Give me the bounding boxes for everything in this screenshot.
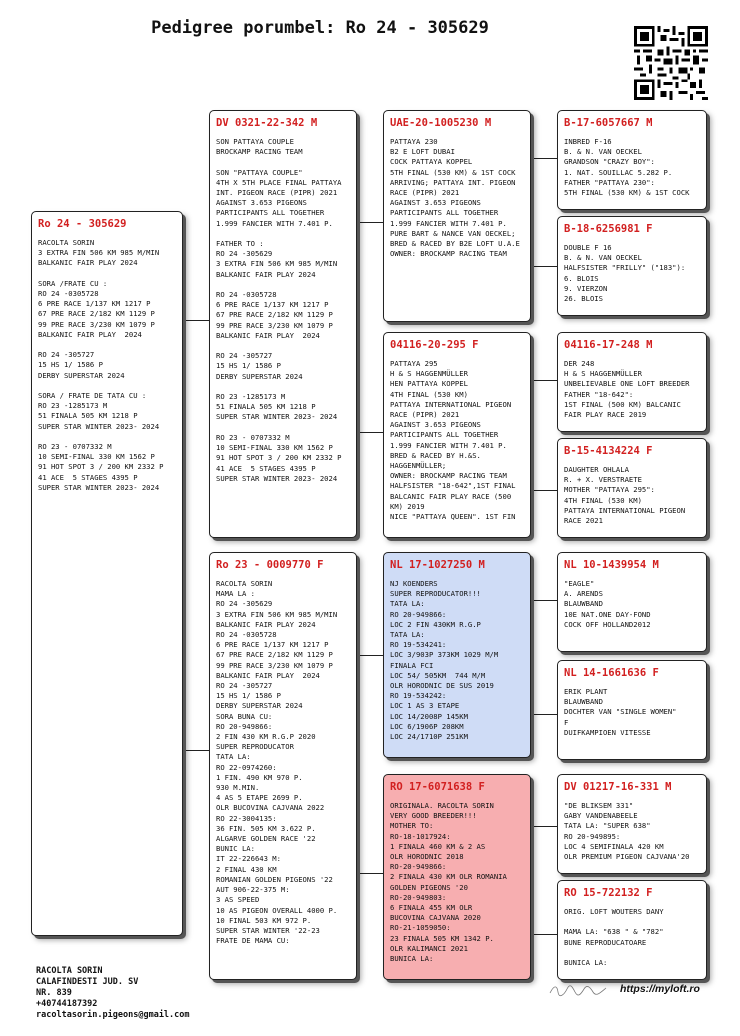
ring-number: RO 15-722132 F bbox=[564, 887, 653, 899]
ring-number: Ro 24 - 305629 bbox=[38, 218, 127, 230]
owner-contact bbox=[36, 966, 190, 1021]
connector-line bbox=[531, 600, 532, 714]
connector-line bbox=[183, 320, 184, 750]
ring-number: DV 01217-16-331 M bbox=[564, 781, 672, 793]
pedigree-notes: ERIK PLANT BLAUWBAND DOCHTER VAN "SINGLE WOMEN" F DUIFKAMPIOEN VITESSE bbox=[564, 687, 677, 737]
pigeon-card-dam-dam-sire[interactable] bbox=[557, 774, 707, 874]
pigeon-card-sire-dam[interactable] bbox=[383, 332, 531, 538]
pedigree-notes: DAUGHTER OHLALA R. + X. VERSTRAETE MOTHER "PATTAYA 295": 4TH FINAL (530 KM) PATTAYA INTERNATIONAL PIGEON RACE 2021 bbox=[564, 465, 686, 526]
pigeon-card-sire-sire-sire[interactable] bbox=[557, 110, 707, 210]
pedigree-notes: ORIG. LOFT WOUTERS DANY MAMA LA: "638 " & "782" BUNE REPRODUCATOARE BUNICA LA: bbox=[564, 907, 664, 968]
ring-number: DV 0321-22-342 M bbox=[216, 117, 318, 129]
pedigree-notes: DOUBLE F 16 B. & N. VAN OECKEL HALFSISTER "FRILLY" ("183"): 6. BLOIS 9. VIERZON 26. BLOIS bbox=[564, 243, 686, 304]
connector-line bbox=[183, 750, 209, 751]
pigeon-card-dam-dam[interactable] bbox=[383, 774, 531, 980]
pedigree-notes: ORIGINALA. RACOLTA SORIN VERY GOOD BREEDER!!! MOTHER TO: RO-18-1017924: 1 FINALA 460 KM & 2 AS OLR HORODNIC 2018 RO-20-949866: 2 FINALA 430 KM OLR ROMANIA GOLDEN PIGEONS '20 RO-20-949803: 6 FINALA 455 KM OLR BUCOVINA CAJVANA 2020 RO-21-1059050: 23 FINALA 505 KM 1342 P. OLR KALIMANCI 2021 BUNICA LA: bbox=[390, 801, 507, 964]
ring-number: B-15-4134224 F bbox=[564, 445, 653, 457]
pedigree-notes: SON PATTAYA COUPLE BROCKAMP RACING TEAM SON "PATTAYA COUPLE" 4TH X 5TH PLACE FINAL PATTAYA INT. PIGEON RACE (PIPR) 2021 AGAINST 3.653 PIGEONS PARTICIPANTS ALL TOGETHER 1.999 FANCIER WITH 7.401 P. FATHER TO : RO 24 -305629 3 EXTRA FIN 506 KM 985 M/MIN BALKANIC FAIR PLAY 2024 RO 24 -0305728 6 PRE RACE 1/137 KM 1217 P 67 PRE RACE 2/182 KM 1129 P 99 PRE RACE 3/230 KM 1079 P BALKANIC FAIR PLAY 2024 RO 24 -305727 15 HS 1/ 1586 P DERBY SUPERSTAR 2024 RO 23 -1285173 M 51 FINALA 505 KM 1218 P SUPER STAR WINTER 2023- 2024 RO 23 - 0707332 M 10 SEMI-FINAL 330 KM 1562 P 91 HOT SPOT 3 / 200 KM 2332 P 41 ACE 5 STAGES 4395 P SUPER STAR WINTER 2023- 2024 bbox=[216, 137, 342, 483]
owner-email[interactable]: racoltasorin.pigeons@gmail.com bbox=[36, 1010, 190, 1020]
signature-icon bbox=[548, 983, 608, 997]
ring-number: B-17-6057667 M bbox=[564, 117, 653, 129]
pedigree-notes: "EAGLE" A. ARENDS BLAUWBAND 10E NAT.ONE DAY-FOND COCK OFF HOLLAND2012 bbox=[564, 579, 651, 629]
connector-line bbox=[357, 222, 383, 223]
pedigree-notes: INBRED F-16 B. & N. VAN OECKEL GRANDSON "CRAZY BOY": 1. NAT. SOUILLAC 5.282 P. FATHER "PATTAYA 230": 5TH FINAL (530 KM) & 1ST COCK bbox=[564, 137, 690, 198]
owner-name: RACOLTA SORIN bbox=[36, 966, 103, 976]
connector-line bbox=[531, 380, 532, 490]
ring-number: NL 14-1661636 F bbox=[564, 667, 659, 679]
ring-number: 04116-17-248 M bbox=[564, 339, 653, 351]
pigeon-card-sire-dam-sire[interactable] bbox=[557, 332, 707, 432]
pigeon-card-dam[interactable] bbox=[209, 552, 357, 980]
connector-line bbox=[531, 826, 532, 934]
qr-code-icon bbox=[634, 26, 708, 100]
owner-number: NR. 839 bbox=[36, 988, 72, 998]
connector-line bbox=[531, 266, 557, 267]
connector-line bbox=[531, 934, 557, 935]
ring-number: Ro 23 - 0009770 F bbox=[216, 559, 324, 571]
pedigree-notes: PATTAYA 230 B2 E LOFT DUBAI COCK PATTAYA KOPPEL 5TH FINAL (530 KM) & 1ST COCK ARRIVING; PATTAYA INT. PIGEON RACE (PIPR) 2021 AGAINST 3.653 PIGEONS PARTICIPANTS ALL TOGETHER 1.999 FANCIER WITH 7.401 P. PURE BART & NANCE VAN OECKEL; BRED & RACED BY B2E LOFT U.A.E OWNER: BROCKAMP RACING TEAM bbox=[390, 137, 520, 259]
pigeon-card-sire-dam-dam[interactable] bbox=[557, 438, 707, 538]
connector-line bbox=[183, 320, 209, 321]
pigeon-card-sire[interactable] bbox=[209, 110, 357, 538]
pedigree-notes: RACOLTA SORIN MAMA LA : RO 24 -305629 3 EXTRA FIN 506 KM 985 M/MIN BALKANIC FAIR PLAY 2024 RO 24 -0305728 6 PRE RACE 1/137 KM 1217 P 67 PRE RACE 2/182 KM 1129 P 99 PRE RACE 3/230 KM 1079 P BALKANIC FAIR PLAY 2024 RO 24 -305727 15 HS 1/ 1586 P DERBY SUPERSTAR 2024 SORA BUNA CU: RO 20-949866: 2 FIN 430 KM R.G.P 2020 SUPER REPRODUCATOR TATA LA: RO 22-0974260: 1 FIN. 490 KM 970 P. 930 M.MIN. 4 AS 5 ETAPE 2699 P. OLR BUCOVINA CAJVANA 2022 RO 22-3004135: 36 FIN. 505 KM 3.622 P. ALGARVE GOLDEN RACE '22 BUNIC LA: IT 22-226643 M: 2 FINAL 430 KM ROMANIAN GOLDEN PIGEONS '22 AUT 906-22-375 M: 3 AS SPEED 10 AS PIGEON OVERALL 4000 P. 10 FINAL 503 KM 972 P. SUPER STAR WINTER '22-23 FRATE DE MAMA CU: bbox=[216, 579, 338, 946]
ring-number: B-18-6256981 F bbox=[564, 223, 653, 235]
pigeon-card-dam-dam-dam[interactable] bbox=[557, 880, 707, 980]
pedigree-notes: NJ KOENDERS SUPER REPRODUCATOR!!! TATA LA: RO 20-949866: LOC 2 FIN 430KM R.G.P TATA LA: RO 19-534241: LOC 3/903P 373KM 1029 M/M FINALA FCI LOC 54/ 505KM 744 M/M OLR HORODNIC DE SUS 2019 RO 19-534242: LOC 1 AS 3 ETAPE LOC 14/2008P 145KM LOC 6/1906P 208KM LOC 24/1710P 251KM bbox=[390, 579, 499, 742]
connector-line bbox=[531, 158, 557, 159]
pedigree-notes: DER 248 H & S HAGGENMÜLLER UNBELIEVABLE ONE LOFT BREEDER FATHER "18-642": 1ST FINAL (500 KM) BALCANIC FAIR PLAY RACE 2019 bbox=[564, 359, 690, 420]
ring-number: 04116-20-295 F bbox=[390, 339, 479, 351]
connector-line bbox=[531, 158, 532, 266]
pigeon-card-sire-sire-dam[interactable] bbox=[557, 216, 707, 316]
pigeon-card-dam-sire-dam[interactable] bbox=[557, 660, 707, 760]
pigeon-card-dam-sire-sire[interactable] bbox=[557, 552, 707, 652]
page-title: Pedigree porumbel: Ro 24 - 305629 bbox=[151, 18, 489, 38]
connector-line bbox=[357, 655, 383, 656]
connector-line bbox=[357, 873, 383, 874]
pedigree-notes: RACOLTA SORIN 3 EXTRA FIN 506 KM 985 M/MIN BALKANIC FAIR PLAY 2024 SORA /FRATE CU : RO 24 -0305728 6 PRE RACE 1/137 KM 1217 P 67 PRE RACE 2/182 KM 1129 P 99 PRE RACE 3/230 KM 1079 P BALKANIC FAIR PLAY 2024 RO 24 -305727 15 HS 1/ 1586 P DERBY SUPERSTAR 2024 SORA / FRATE DE TATA CU : RO 23 -1285173 M 51 FINALA 505 KM 1218 P SUPER STAR WINTER 2023- 2024 RO 23 - 0707332 M 10 SEMI-FINAL 330 KM 1562 P 91 HOT SPOT 3 / 200 KM 2332 P 41 ACE 5 STAGES 4395 P SUPER STAR WINTER 2023- 2024 bbox=[38, 238, 164, 492]
connector-line bbox=[531, 714, 557, 715]
connector-line bbox=[531, 380, 557, 381]
ring-number: NL 10-1439954 M bbox=[564, 559, 659, 571]
connector-line bbox=[531, 490, 557, 491]
connector-line bbox=[357, 655, 358, 873]
connector-line bbox=[531, 600, 557, 601]
owner-address: CALAFINDESTI JUD. SV bbox=[36, 977, 139, 987]
pigeon-card-dam-sire[interactable] bbox=[383, 552, 531, 758]
connector-line bbox=[357, 222, 358, 432]
pigeon-card-sire-sire[interactable] bbox=[383, 110, 531, 322]
ring-number: NL 17-1027250 M bbox=[390, 559, 485, 571]
pedigree-notes: PATTAYA 295 H & S HAGGENMÜLLER HEN PATTAYA KOPPEL 4TH FINAL (530 KM) PATTAYA INTERNATIONAL PIGEON RACE (PIPR) 2021 AGAINST 3.653 PIGEONS PARTICIPANTS ALL TOGETHER 1.999 FANCIER WITH 7.401 P. BRED & RACED BY H.&S. HAGGENMÜLLER; OWNER: BROCKAMP RACING TEAM HALFSISTER "18-642",1ST FINAL BALCANIC FAIR PLAY RACE (500 KM) 2019 NICE "PATTAYA QUEEN". 1ST FIN bbox=[390, 359, 516, 522]
pedigree-notes: "DE BLIKSEM 331" GABY VANDENABEELE TATA LA: "SUPER 638" RO 20-949895: LOC 4 SEMIFINALA 420 KM OLR PREMIUM PIGEON CAJVANA'20 bbox=[564, 801, 690, 862]
ring-number: RO 17-6071638 F bbox=[390, 781, 485, 793]
pigeon-card-subject[interactable] bbox=[31, 211, 183, 936]
connector-line bbox=[531, 826, 557, 827]
ring-number: UAE-20-1005230 M bbox=[390, 117, 492, 129]
website-link[interactable]: https://myloft.ro bbox=[620, 983, 700, 995]
owner-phone: +40744187392 bbox=[36, 999, 98, 1009]
connector-line bbox=[357, 432, 383, 433]
